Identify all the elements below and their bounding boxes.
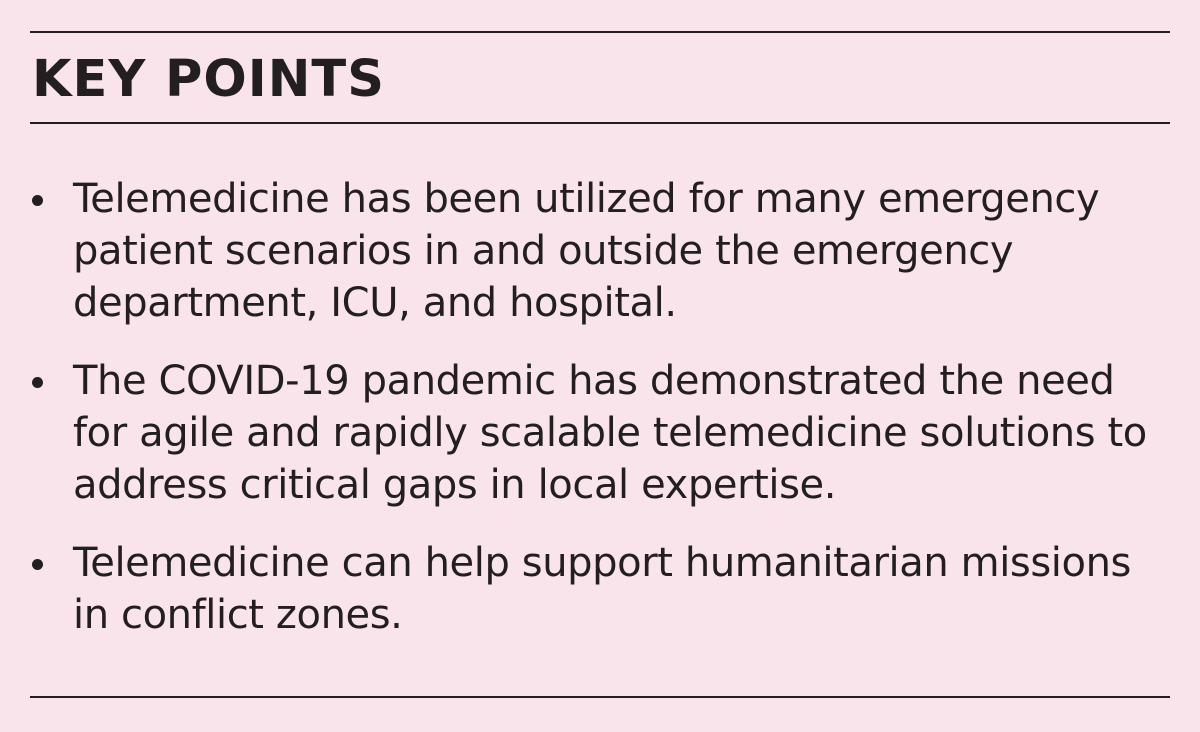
key-point-item bbox=[30, 355, 1170, 511]
top-rule bbox=[30, 31, 1170, 33]
key-points-title: KEY POINTS bbox=[32, 50, 385, 109]
bullet-icon bbox=[32, 377, 43, 388]
key-point-text: Telemedicine has been utilized for many emergency patient scenarios in and outside the emergency department, ICU, and hospital. bbox=[73, 176, 1100, 326]
bullet-icon bbox=[32, 195, 43, 206]
bullet-icon bbox=[32, 559, 43, 570]
key-point-item bbox=[30, 537, 1170, 641]
title-rule bbox=[30, 122, 1170, 124]
key-points-list bbox=[30, 173, 1170, 667]
key-point-text: The COVID-19 pandemic has demonstrated the need for agile and rapidly scalable telemedicine solutions to address critical gaps in local expertise. bbox=[73, 358, 1147, 508]
bottom-rule bbox=[30, 696, 1170, 698]
key-point-text: Telemedicine can help support humanitarian missions in conflict zones. bbox=[73, 540, 1131, 638]
key-point-item bbox=[30, 173, 1170, 329]
